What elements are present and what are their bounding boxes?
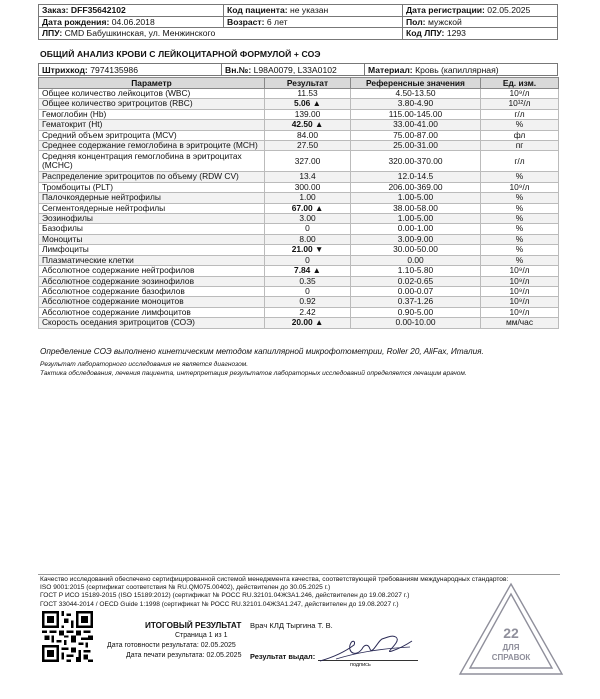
- cell-parameter: Абсолютное содержание базофилов: [39, 286, 265, 296]
- cell-result: 0.92: [265, 297, 351, 307]
- results-table: [38, 77, 559, 329]
- cell-reference: 115.00-145.00: [351, 109, 481, 119]
- cell-reference: 38.00-58.00: [351, 203, 481, 213]
- cell-reference: 25.00-31.00: [351, 141, 481, 151]
- cell-result: 2.42: [265, 307, 351, 317]
- signature-caption: подпись: [350, 662, 371, 668]
- cell-reference: 206.00-369.00: [351, 182, 481, 192]
- table-row: [39, 224, 559, 234]
- table-row: [39, 245, 559, 255]
- table-row: [39, 214, 559, 224]
- cell-reference: 1.00-5.00: [351, 193, 481, 203]
- cell-unit: %: [481, 203, 559, 213]
- cell-unit: г/л: [481, 109, 559, 119]
- doctor-name: Врач КЛД Тыргина Т. В.: [250, 621, 333, 630]
- table-row: [39, 109, 559, 119]
- cell-unit: 10⁹/л: [481, 307, 559, 317]
- table-row: [39, 89, 559, 99]
- cell-result: 8.00: [265, 234, 351, 244]
- signature: [316, 631, 416, 667]
- stamp-word-2: СПРАВОК: [491, 653, 531, 662]
- cell-reference: 0.00-1.00: [351, 224, 481, 234]
- cell-result: 11.53: [265, 89, 351, 99]
- cell-unit: %: [481, 255, 559, 265]
- cell-parameter: Абсолютное содержание моноцитов: [39, 297, 265, 307]
- cell-result: 21.00 ▼: [265, 245, 351, 255]
- cell-parameter: Палочкоядерные нейтрофилы: [39, 193, 265, 203]
- cell-reference: 3.00-9.00: [351, 234, 481, 244]
- cell-unit: %: [481, 214, 559, 224]
- table-row: [39, 193, 559, 203]
- cell-reference: 12.0-14.5: [351, 172, 481, 182]
- cell-unit: фл: [481, 130, 559, 140]
- issued-by-label: Результат выдал:: [250, 652, 316, 661]
- cell-parameter: Средняя концентрация гемоглобина в эритроцитах (MCHC): [39, 151, 265, 172]
- disclaimer: Результат лабораторного исследования не является диагнозом. Тактика обследования, лечения пациента, интерпретация результатов лабораторных исследований определяется лечащим врачом.: [40, 361, 467, 377]
- cell-parameter: Сегментоядерные нейтрофилы: [39, 203, 265, 213]
- cell-unit: %: [481, 120, 559, 130]
- cell-result: 0.35: [265, 276, 351, 286]
- cell-unit: 10⁹/л: [481, 89, 559, 99]
- cell-result: 67.00 ▲: [265, 203, 351, 213]
- cell-result: 20.00 ▲: [265, 318, 351, 328]
- col-header-result: Результат: [265, 78, 351, 89]
- cell-parameter: Лимфоциты: [39, 245, 265, 255]
- stamp-word-1: ДЛЯ: [502, 643, 520, 652]
- cell-parameter: Средний объем эритроцита (MCV): [39, 130, 265, 140]
- sex: мужской: [427, 16, 462, 27]
- cell-result: 5.06 ▲: [265, 99, 351, 109]
- cell-parameter: Тромбоциты (PLT): [39, 182, 265, 192]
- cell-reference: 0.02-0.65: [351, 276, 481, 286]
- col-header-parameter: Параметр: [39, 78, 265, 89]
- cell-result: 0: [265, 224, 351, 234]
- table-row: [39, 99, 559, 109]
- cell-reference: 30.00-50.00: [351, 245, 481, 255]
- table-row: [39, 318, 559, 328]
- certification-block: Качество исследований обеспечено сертифицированной системой менеджмента качества, соответствующей требованиям международных стандартов: ISO 9001:2015 (сертификат соответствия № RU.QM075.00402), действителен до 30.05.2025 г.) ГОСТ Р ИСО 15189-2015 (ISO 15189:2012) (сертификат № РОСС RU.32101.04ЖЗА1.246, действителен до 19.08.2027 г.) ГОСТ 33044-2014 / OECD Guide 1:1998 (сертификат № РОСС RU.32101.04ЖЗА1.247, действителен до 19.08.2027 г.): [40, 576, 509, 608]
- table-row: [39, 172, 559, 182]
- lpu-name: CMD Бабушкинская, ул. Менжинского: [64, 28, 216, 39]
- table-row: [39, 182, 559, 192]
- cell-result: 1.00: [265, 193, 351, 203]
- cell-result: 42.50 ▲: [265, 120, 351, 130]
- cell-result: 13.4: [265, 172, 351, 182]
- cell-result: 84.00: [265, 130, 351, 140]
- cell-unit: 10¹²/л: [481, 99, 559, 109]
- cell-unit: 10⁹/л: [481, 266, 559, 276]
- cell-reference: 0.00: [351, 255, 481, 265]
- stamp-number: 22: [503, 625, 519, 641]
- cell-reference: 3.80-4.90: [351, 99, 481, 109]
- cell-reference: 0.00-0.07: [351, 286, 481, 296]
- cell-unit: 10⁹/л: [481, 297, 559, 307]
- stamp: [456, 580, 566, 680]
- page-number: Страница 1 из 1: [175, 632, 228, 639]
- cell-parameter: Плазматические клетки: [39, 255, 265, 265]
- cell-reference: 0.90-5.00: [351, 307, 481, 317]
- cell-parameter: Абсолютное содержание нейтрофилов: [39, 266, 265, 276]
- vial-number: L98A0079, L33A0102: [253, 64, 337, 75]
- method-note: Определение СОЭ выполнено кинетическим методом капиллярной микрофотометрии, Roller 20, AliFax, Италия.: [40, 347, 484, 356]
- table-row: [39, 255, 559, 265]
- table-row: [39, 234, 559, 244]
- cell-unit: пг: [481, 141, 559, 151]
- cell-parameter: Скорость оседания эритроцитов (СОЭ): [39, 318, 265, 328]
- cell-result: 0: [265, 286, 351, 296]
- sample-meta: Штрихкод: 7974135986 Вн.№: L98A0079, L33A0102 Материал: Кровь (капиллярная): [38, 63, 558, 76]
- material: Кровь (капиллярная): [415, 64, 499, 75]
- birth-date: 04.06.2018: [111, 16, 155, 27]
- ready-date: Дата готовности результата: 02.05.2025: [107, 642, 236, 649]
- patient-code: не указан: [289, 5, 329, 16]
- cell-unit: 10⁹/л: [481, 276, 559, 286]
- cell-parameter: Среднее содержание гемоглобина в эритроците (MCH): [39, 141, 265, 151]
- cell-unit: %: [481, 224, 559, 234]
- cell-unit: %: [481, 193, 559, 203]
- table-row: [39, 297, 559, 307]
- cell-parameter: Распределение эритроцитов по объему (RDW CV): [39, 172, 265, 182]
- barcode: 7974135986: [90, 64, 138, 75]
- cell-parameter: Общее количество лейкоцитов (WBC): [39, 89, 265, 99]
- registration-date: 02.05.2025: [487, 5, 531, 16]
- table-row: [39, 151, 559, 172]
- cell-result: 327.00: [265, 151, 351, 172]
- cell-result: 0: [265, 255, 351, 265]
- report-header: Заказ: DFF35642102 Код пациента: не указан Дата регистрации: 02.05.2025 Дата рождения: 04.06.2018 Возраст: 6 лет Пол: мужской ЛПУ: CMD Бабушкинская, ул. Менжинского Код ЛПУ: 1293: [38, 4, 558, 40]
- table-row: [39, 130, 559, 140]
- table-row: [39, 276, 559, 286]
- col-header-unit: Ед. изм.: [481, 78, 559, 89]
- order-number: DFF35642102: [70, 5, 126, 16]
- cell-reference: 4.50-13.50: [351, 89, 481, 99]
- cell-reference: 0.00-10.00: [351, 318, 481, 328]
- table-row: [39, 266, 559, 276]
- cell-reference: 33.00-41.00: [351, 120, 481, 130]
- cell-unit: мм/час: [481, 318, 559, 328]
- lpu-code: 1293: [446, 28, 466, 39]
- table-row: [39, 286, 559, 296]
- table-row: [39, 120, 559, 130]
- cell-result: 3.00: [265, 214, 351, 224]
- cell-result: 27.50: [265, 141, 351, 151]
- cell-unit: 10⁹/л: [481, 182, 559, 192]
- cell-parameter: Абсолютное содержание эозинофилов: [39, 276, 265, 286]
- col-header-reference: Референсные значения: [351, 78, 481, 89]
- cell-parameter: Моноциты: [39, 234, 265, 244]
- cell-parameter: Базофилы: [39, 224, 265, 234]
- cell-reference: 75.00-87.00: [351, 130, 481, 140]
- cell-unit: %: [481, 245, 559, 255]
- print-date: Дата печати результата: 02.05.2025: [126, 652, 242, 659]
- cell-unit: 10⁹/л: [481, 286, 559, 296]
- cell-parameter: Гемоглобин (Hb): [39, 109, 265, 119]
- cell-parameter: Общее количество эритроцитов (RBC): [39, 99, 265, 109]
- cell-reference: 1.10-5.80: [351, 266, 481, 276]
- cell-reference: 0.37-1.26: [351, 297, 481, 307]
- table-row: [39, 203, 559, 213]
- age: 6 лет: [266, 16, 288, 27]
- cell-result: 7.84 ▲: [265, 266, 351, 276]
- cell-parameter: Эозинофилы: [39, 214, 265, 224]
- cell-unit: %: [481, 172, 559, 182]
- cell-unit: г/л: [481, 151, 559, 172]
- cell-parameter: Гематокрит (Ht): [39, 120, 265, 130]
- cell-reference: 320.00-370.00: [351, 151, 481, 172]
- cell-reference: 1.00-5.00: [351, 214, 481, 224]
- qr-code: [42, 611, 93, 662]
- divider: [38, 574, 560, 575]
- table-row: [39, 307, 559, 317]
- final-result-label: ИТОГОВЫЙ РЕЗУЛЬТАТ: [145, 621, 242, 630]
- table-row: [39, 141, 559, 151]
- cell-unit: %: [481, 234, 559, 244]
- cell-result: 300.00: [265, 182, 351, 192]
- cell-result: 139.00: [265, 109, 351, 119]
- cell-parameter: Абсолютное содержание лимфоцитов: [39, 307, 265, 317]
- analysis-title: ОБЩИЙ АНАЛИЗ КРОВИ С ЛЕЙКОЦИТАРНОЙ ФОРМУЛОЙ + СОЭ: [40, 49, 321, 59]
